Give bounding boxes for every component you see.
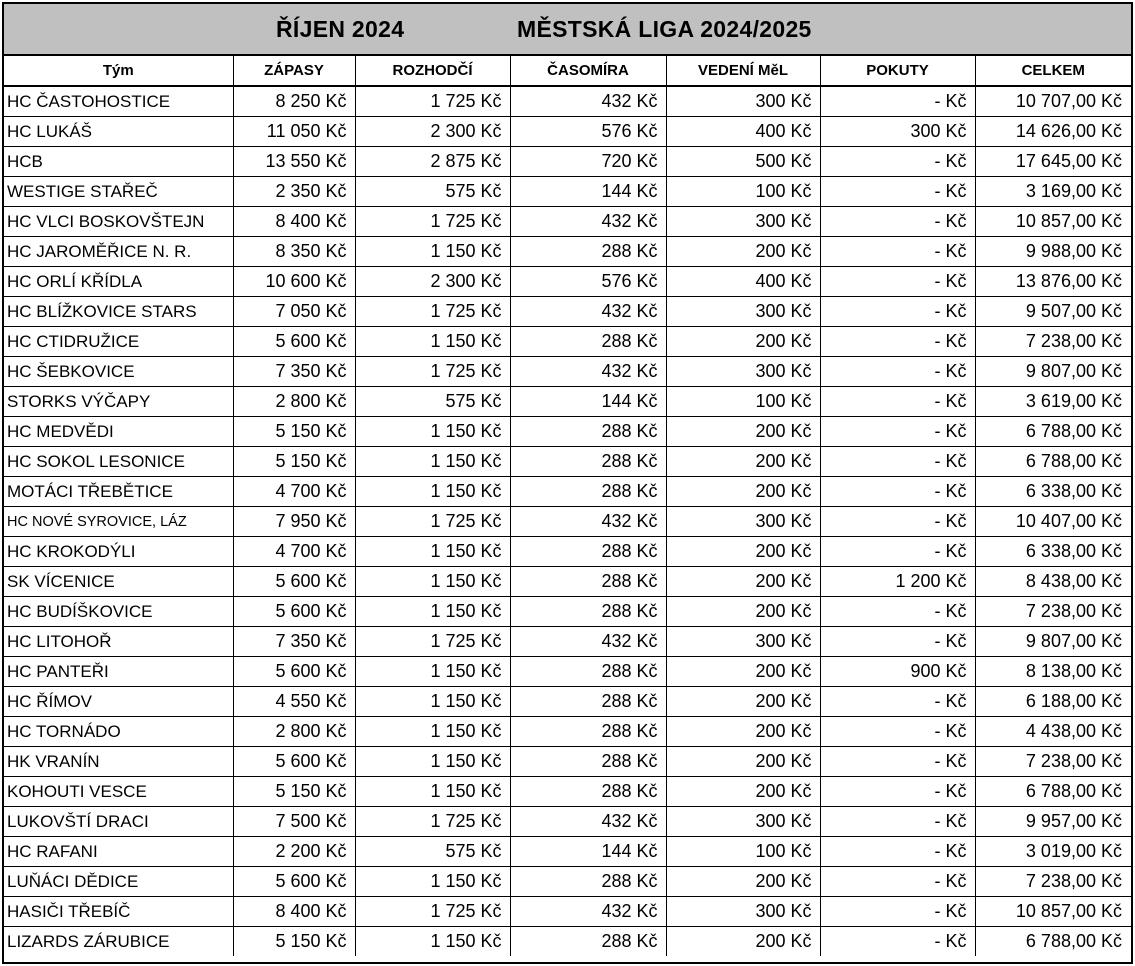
matches-cell[interactable]: 8 400 Kč [233,207,355,237]
referees-cell[interactable]: 1 725 Kč [355,627,510,657]
management-cell[interactable]: 200 Kč [666,447,820,477]
team-cell[interactable]: HC ČASTOHOSTICE [4,86,233,117]
timekeeping-cell[interactable]: 288 Kč [510,717,666,747]
management-cell[interactable]: 400 Kč [666,117,820,147]
referees-cell[interactable]: 575 Kč [355,837,510,867]
team-cell[interactable]: HC PANTEŘI [4,657,233,687]
table-row [4,267,1131,297]
fees-table [4,56,1131,956]
fines-cell[interactable]: - Kč [820,297,975,327]
team-cell[interactable]: MOTÁCI TŘEBĚTICE [4,477,233,507]
management-cell[interactable]: 200 Kč [666,327,820,357]
matches-cell[interactable]: 10 600 Kč [233,267,355,297]
matches-cell[interactable]: 4 700 Kč [233,537,355,567]
management-cell[interactable]: 400 Kč [666,267,820,297]
table-row [4,147,1131,177]
timekeeping-cell[interactable]: 144 Kč [510,177,666,207]
management-cell[interactable]: 500 Kč [666,147,820,177]
total-cell[interactable]: 8 438,00 Kč [975,567,1131,597]
total-cell[interactable]: 9 957,00 Kč [975,807,1131,837]
fines-cell[interactable]: - Kč [820,267,975,297]
referees-cell[interactable]: 1 150 Kč [355,417,510,447]
timekeeping-cell[interactable]: 720 Kč [510,147,666,177]
matches-cell[interactable]: 5 600 Kč [233,597,355,627]
team-cell[interactable]: HC VLCI BOSKOVŠTEJN [4,207,233,237]
timekeeping-cell[interactable]: 288 Kč [510,447,666,477]
team-cell[interactable]: HC RAFANI [4,837,233,867]
referees-cell[interactable]: 1 725 Kč [355,507,510,537]
fines-cell[interactable]: - Kč [820,867,975,897]
table-row [4,477,1131,507]
referees-cell[interactable]: 1 725 Kč [355,357,510,387]
referees-cell[interactable]: 1 150 Kč [355,477,510,507]
matches-cell[interactable]: 4 700 Kč [233,477,355,507]
timekeeping-cell[interactable]: 288 Kč [510,777,666,807]
matches-cell[interactable]: 5 600 Kč [233,327,355,357]
team-cell[interactable]: HC LITOHOŘ [4,627,233,657]
fines-cell[interactable]: - Kč [820,627,975,657]
header-row [4,56,1131,86]
fines-cell[interactable]: - Kč [820,507,975,537]
table-row [4,507,1131,537]
management-cell[interactable]: 100 Kč [666,387,820,417]
fines-cell[interactable]: - Kč [820,687,975,717]
referees-cell[interactable]: 2 875 Kč [355,147,510,177]
total-cell[interactable]: 3 019,00 Kč [975,837,1131,867]
matches-cell[interactable]: 4 550 Kč [233,687,355,717]
title-league: MĚSTSKÁ LIGA 2024/2025 [517,16,812,42]
matches-cell[interactable]: 5 600 Kč [233,867,355,897]
timekeeping-cell[interactable]: 144 Kč [510,837,666,867]
fines-cell[interactable]: 900 Kč [820,657,975,687]
fines-cell[interactable]: - Kč [820,777,975,807]
table-row [4,777,1131,807]
referees-cell[interactable]: 1 725 Kč [355,86,510,117]
header-fines[interactable]: POKUTY [820,56,975,86]
fines-cell[interactable]: - Kč [820,747,975,777]
matches-cell[interactable]: 11 050 Kč [233,117,355,147]
total-cell[interactable]: 6 788,00 Kč [975,777,1131,807]
total-cell[interactable]: 7 238,00 Kč [975,597,1131,627]
management-cell[interactable]: 200 Kč [666,417,820,447]
team-cell[interactable]: HC CTIDRUŽICE [4,327,233,357]
total-cell[interactable]: 10 857,00 Kč [975,897,1131,927]
timekeeping-cell[interactable]: 432 Kč [510,507,666,537]
total-cell[interactable]: 9 807,00 Kč [975,627,1131,657]
fines-cell[interactable]: - Kč [820,447,975,477]
management-cell[interactable]: 300 Kč [666,207,820,237]
team-cell[interactable]: HC TORNÁDO [4,717,233,747]
management-cell[interactable]: 300 Kč [666,807,820,837]
table-row [4,927,1131,957]
team-cell[interactable]: HC LUKÁŠ [4,117,233,147]
timekeeping-cell[interactable]: 432 Kč [510,207,666,237]
timekeeping-cell[interactable]: 144 Kč [510,387,666,417]
total-cell[interactable]: 9 507,00 Kč [975,297,1131,327]
referees-cell[interactable]: 1 150 Kč [355,687,510,717]
team-cell[interactable]: STORKS VÝČAPY [4,387,233,417]
team-cell[interactable]: LUŇÁCI DĚDICE [4,867,233,897]
fines-cell[interactable]: - Kč [820,477,975,507]
total-cell[interactable]: 9 988,00 Kč [975,237,1131,267]
header-team[interactable]: Tým [4,56,233,86]
referees-cell[interactable]: 1 150 Kč [355,867,510,897]
timekeeping-cell[interactable]: 288 Kč [510,327,666,357]
referees-cell[interactable]: 1 150 Kč [355,447,510,477]
timekeeping-cell[interactable]: 576 Kč [510,117,666,147]
fines-cell[interactable]: - Kč [820,207,975,237]
timekeeping-cell[interactable]: 432 Kč [510,297,666,327]
total-cell[interactable]: 3 169,00 Kč [975,177,1131,207]
matches-cell[interactable]: 2 800 Kč [233,717,355,747]
team-cell[interactable]: HASIČI TŘEBÍČ [4,897,233,927]
timekeeping-cell[interactable]: 288 Kč [510,657,666,687]
total-cell[interactable]: 7 238,00 Kč [975,867,1131,897]
table-row [4,117,1131,147]
team-cell[interactable]: SK VÍCENICE [4,567,233,597]
team-cell[interactable]: HC MEDVĚDI [4,417,233,447]
timekeeping-cell[interactable]: 288 Kč [510,687,666,717]
total-cell[interactable]: 3 619,00 Kč [975,387,1131,417]
header-management[interactable]: VEDENÍ MěL [666,56,820,86]
table-row [4,297,1131,327]
table-row [4,86,1131,117]
matches-cell[interactable]: 7 350 Kč [233,627,355,657]
table-row [4,237,1131,267]
timekeeping-cell[interactable]: 288 Kč [510,597,666,627]
table-row [4,537,1131,567]
total-cell[interactable]: 7 238,00 Kč [975,747,1131,777]
referees-cell[interactable]: 1 150 Kč [355,567,510,597]
header-timekeeping[interactable]: ČASOMÍRA [510,56,666,86]
management-cell[interactable]: 300 Kč [666,297,820,327]
table-row [4,387,1131,417]
total-cell[interactable]: 9 807,00 Kč [975,357,1131,387]
fines-cell[interactable]: - Kč [820,147,975,177]
total-cell[interactable]: 10 707,00 Kč [975,86,1131,117]
management-cell[interactable]: 300 Kč [666,897,820,927]
total-cell[interactable]: 14 626,00 Kč [975,117,1131,147]
header-referees[interactable]: ROZHODČÍ [355,56,510,86]
table-row [4,687,1131,717]
total-cell[interactable]: 6 788,00 Kč [975,417,1131,447]
total-cell[interactable]: 6 188,00 Kč [975,687,1131,717]
management-cell[interactable]: 200 Kč [666,867,820,897]
management-cell[interactable]: 300 Kč [666,627,820,657]
matches-cell[interactable]: 7 500 Kč [233,807,355,837]
table-row [4,897,1131,927]
fines-cell[interactable]: - Kč [820,537,975,567]
fines-cell[interactable]: - Kč [820,597,975,627]
management-cell[interactable]: 300 Kč [666,507,820,537]
referees-cell[interactable]: 1 725 Kč [355,897,510,927]
matches-cell[interactable]: 8 250 Kč [233,86,355,117]
matches-cell[interactable]: 5 150 Kč [233,417,355,447]
matches-cell[interactable]: 5 150 Kč [233,777,355,807]
referees-cell[interactable]: 1 725 Kč [355,207,510,237]
matches-cell[interactable]: 2 800 Kč [233,387,355,417]
team-cell[interactable]: HC ŘÍMOV [4,687,233,717]
total-cell[interactable]: 10 857,00 Kč [975,207,1131,237]
management-cell[interactable]: 100 Kč [666,177,820,207]
matches-cell[interactable]: 5 600 Kč [233,567,355,597]
team-cell[interactable]: HC KROKODÝLI [4,537,233,567]
team-cell[interactable]: HC ŠEBKOVICE [4,357,233,387]
matches-cell[interactable]: 5 600 Kč [233,747,355,777]
header-matches[interactable]: ZÁPASY [233,56,355,86]
referees-cell[interactable]: 1 150 Kč [355,927,510,957]
fines-cell[interactable]: - Kč [820,897,975,927]
table-row [4,747,1131,777]
spreadsheet [2,2,1133,964]
timekeeping-cell[interactable]: 432 Kč [510,627,666,657]
table-row [4,807,1131,837]
team-cell[interactable]: HCB [4,147,233,177]
table-row [4,177,1131,207]
total-cell[interactable]: 8 138,00 Kč [975,657,1131,687]
matches-cell[interactable]: 5 150 Kč [233,447,355,477]
team-cell[interactable]: LIZARDS ZÁRUBICE [4,927,233,957]
team-cell[interactable]: KOHOUTI VESCE [4,777,233,807]
fines-cell[interactable]: - Kč [820,717,975,747]
referees-cell[interactable]: 575 Kč [355,177,510,207]
timekeeping-cell[interactable]: 432 Kč [510,86,666,117]
matches-cell[interactable]: 7 350 Kč [233,357,355,387]
fines-cell[interactable]: - Kč [820,327,975,357]
title-bar [4,4,1131,56]
total-cell[interactable]: 6 338,00 Kč [975,477,1131,507]
management-cell[interactable]: 200 Kč [666,537,820,567]
referees-cell[interactable]: 1 150 Kč [355,777,510,807]
fines-cell[interactable]: - Kč [820,357,975,387]
fines-cell[interactable]: - Kč [820,807,975,837]
matches-cell[interactable]: 13 550 Kč [233,147,355,177]
timekeeping-cell[interactable]: 288 Kč [510,867,666,897]
management-cell[interactable]: 200 Kč [666,747,820,777]
management-cell[interactable]: 200 Kč [666,477,820,507]
fines-cell[interactable]: - Kč [820,417,975,447]
fines-cell[interactable]: - Kč [820,927,975,957]
referees-cell[interactable]: 1 150 Kč [355,237,510,267]
fines-cell[interactable]: - Kč [820,837,975,867]
referees-cell[interactable]: 575 Kč [355,387,510,417]
team-cell[interactable]: WESTIGE STAŘEČ [4,177,233,207]
timekeeping-cell[interactable]: 288 Kč [510,927,666,957]
matches-cell[interactable]: 2 200 Kč [233,837,355,867]
table-row [4,837,1131,867]
management-cell[interactable]: 200 Kč [666,597,820,627]
team-cell[interactable]: HC NOVÉ SYROVICE, LÁZ [4,507,233,537]
total-cell[interactable]: 4 438,00 Kč [975,717,1131,747]
team-cell[interactable]: HC BLÍŽKOVICE STARS [4,297,233,327]
timekeeping-cell[interactable]: 288 Kč [510,237,666,267]
fines-cell[interactable]: 300 Kč [820,117,975,147]
table-row [4,207,1131,237]
matches-cell[interactable]: 8 350 Kč [233,237,355,267]
table-row [4,417,1131,447]
total-cell[interactable]: 6 338,00 Kč [975,537,1131,567]
referees-cell[interactable]: 1 725 Kč [355,297,510,327]
timekeeping-cell[interactable]: 288 Kč [510,747,666,777]
referees-cell[interactable]: 1 150 Kč [355,657,510,687]
matches-cell[interactable]: 5 150 Kč [233,927,355,957]
management-cell[interactable]: 200 Kč [666,777,820,807]
matches-cell[interactable]: 2 350 Kč [233,177,355,207]
team-cell[interactable]: HC SOKOL LESONICE [4,447,233,477]
fines-cell[interactable]: - Kč [820,387,975,417]
fines-cell[interactable]: - Kč [820,237,975,267]
referees-cell[interactable]: 1 150 Kč [355,327,510,357]
table-row [4,867,1131,897]
table-row [4,657,1131,687]
matches-cell[interactable]: 7 050 Kč [233,297,355,327]
timekeeping-cell[interactable]: 432 Kč [510,897,666,927]
management-cell[interactable]: 200 Kč [666,687,820,717]
table-row [4,567,1131,597]
management-cell[interactable]: 200 Kč [666,927,820,957]
matches-cell[interactable]: 5 600 Kč [233,657,355,687]
referees-cell[interactable]: 1 150 Kč [355,717,510,747]
fines-cell[interactable]: - Kč [820,86,975,117]
management-cell[interactable]: 300 Kč [666,86,820,117]
total-cell[interactable]: 7 238,00 Kč [975,327,1131,357]
total-cell[interactable]: 6 788,00 Kč [975,927,1131,957]
timekeeping-cell[interactable]: 288 Kč [510,537,666,567]
timekeeping-cell[interactable]: 432 Kč [510,357,666,387]
fines-cell[interactable]: 1 200 Kč [820,567,975,597]
total-cell[interactable]: 6 788,00 Kč [975,447,1131,477]
team-cell[interactable]: HC JAROMĚŘICE N. R. [4,237,233,267]
management-cell[interactable]: 200 Kč [666,657,820,687]
management-cell[interactable]: 200 Kč [666,237,820,267]
referees-cell[interactable]: 2 300 Kč [355,267,510,297]
timekeeping-cell[interactable]: 288 Kč [510,567,666,597]
referees-cell[interactable]: 2 300 Kč [355,117,510,147]
table-row [4,627,1131,657]
matches-cell[interactable]: 8 400 Kč [233,897,355,927]
table-row [4,357,1131,387]
table-row [4,717,1131,747]
header-total[interactable]: CELKEM [975,56,1131,86]
team-cell[interactable]: HK VRANÍN [4,747,233,777]
table-row [4,597,1131,627]
management-cell[interactable]: 200 Kč [666,567,820,597]
referees-cell[interactable]: 1 150 Kč [355,597,510,627]
management-cell[interactable]: 200 Kč [666,717,820,747]
timekeeping-cell[interactable]: 288 Kč [510,417,666,447]
timekeeping-cell[interactable]: 576 Kč [510,267,666,297]
management-cell[interactable]: 100 Kč [666,837,820,867]
table-row [4,447,1131,477]
referees-cell[interactable]: 1 150 Kč [355,747,510,777]
matches-cell[interactable]: 7 950 Kč [233,507,355,537]
table-row [4,327,1131,357]
referees-cell[interactable]: 1 725 Kč [355,807,510,837]
team-cell[interactable]: HC BUDÍŠKOVICE [4,597,233,627]
total-cell[interactable]: 10 407,00 Kč [975,507,1131,537]
title-month: ŘÍJEN 2024 [276,16,405,42]
total-cell[interactable]: 13 876,00 Kč [975,267,1131,297]
fines-cell[interactable]: - Kč [820,177,975,207]
team-cell[interactable]: HC ORLÍ KŘÍDLA [4,267,233,297]
management-cell[interactable]: 300 Kč [666,357,820,387]
referees-cell[interactable]: 1 150 Kč [355,537,510,567]
total-cell[interactable]: 17 645,00 Kč [975,147,1131,177]
team-cell[interactable]: LUKOVŠTÍ DRACI [4,807,233,837]
timekeeping-cell[interactable]: 288 Kč [510,477,666,507]
timekeeping-cell[interactable]: 432 Kč [510,807,666,837]
